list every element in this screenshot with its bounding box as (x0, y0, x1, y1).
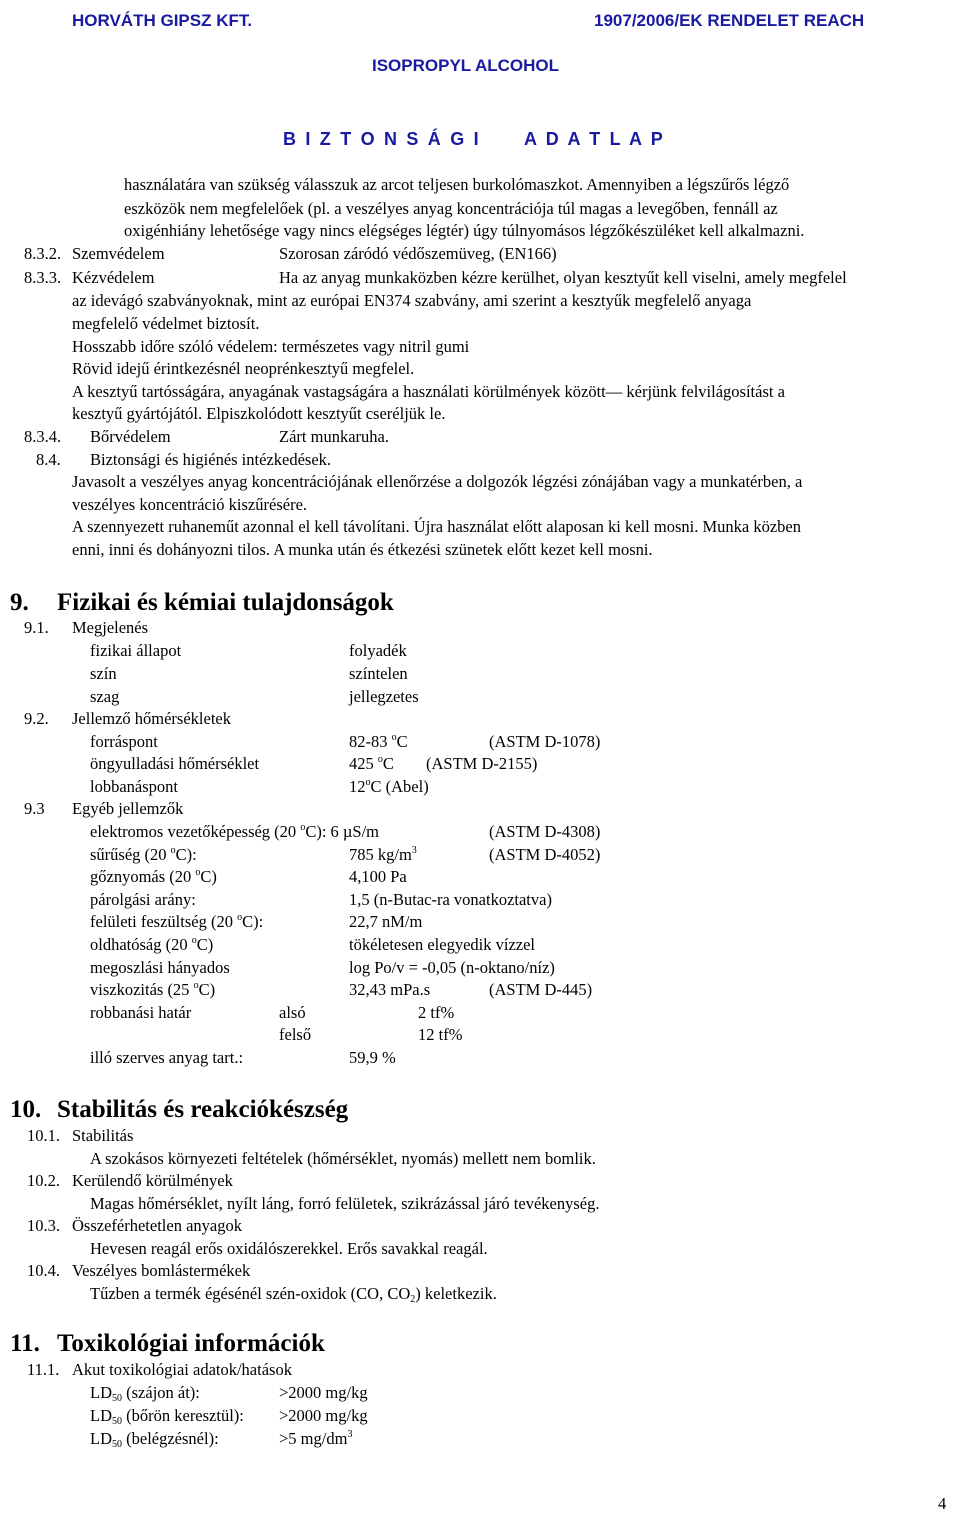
paragraph-line: az idevágó szabványoknak, mint az európai EN374 szabvány, ami szerint a kesztyűk megfelelő anyaga (72, 291, 752, 310)
property-label: sűrűség (20 $^o$C): (90, 845, 197, 864)
property-value: tökéletesen elegyedik vízzel (349, 935, 535, 954)
ld50-value: >2000 mg/kg (279, 1406, 368, 1425)
section-label: Kézvédelem (72, 268, 155, 287)
property-method: (ASTM D-4052) (489, 845, 601, 864)
property-label: fizikai állapot (90, 641, 182, 660)
section-number: 8.3.2. (24, 244, 62, 263)
property-value: folyadék (349, 641, 407, 660)
section-heading-number: 10. (10, 1096, 42, 1123)
section-number: 8.3.3. (24, 268, 62, 287)
subsection-number: 9.1. (24, 618, 49, 637)
property-label: párolgási arány: (90, 890, 196, 909)
property-label: öngyulladási hőmérséklet (90, 754, 260, 773)
page-number: 4 (938, 1494, 947, 1513)
property-label: illó szerves anyag tart.: (90, 1048, 244, 1067)
section-label: Szemvédelem (72, 244, 165, 263)
subsection-number: 10.4. (27, 1261, 60, 1280)
paragraph-line: enni, inni és dohányozni tilos. A munka után és étkezési szünetek előtt kezet kell mosni. (72, 540, 653, 559)
subsection-text: Tűzben a termék égésénél szén-oxidok (CO, $CO_2$) keletkezik. (90, 1284, 497, 1305)
paragraph-line: A kesztyű tartósságára, anyagának vastagságára a használati körülmények között— kérjünk felvilágosítást a (72, 382, 785, 401)
property-value: 32,43 mPa.s (349, 980, 431, 999)
ld50-label: $LD_{50}$ (bőrön keresztül): (90, 1406, 244, 1427)
intro-line: használatára van szükség válasszuk az arcot teljesen burkolómaszkot. Amennyiben a légszűrős légző (124, 175, 790, 194)
paragraph-line: Hosszabb időre szóló védelem: természetes vagy nitril gumi (72, 337, 470, 356)
ld50-value: >2000 mg/kg (279, 1383, 368, 1402)
section-heading: Fizikai és kémiai tulajdonságok (57, 589, 394, 616)
product-name: ISOPROPYL ALCOHOL (372, 56, 560, 75)
property-label: elektromos vezetőképesség (20 $^o$C): 6 µS/m (90, 822, 379, 841)
section-label: Biztonsági és higiénés intézkedések. (90, 450, 332, 469)
section-number: 8.4. (36, 450, 61, 469)
property-label: megoszlási hányados (90, 958, 230, 977)
explosion-lower-value: 2 tf% (418, 1003, 455, 1022)
property-label: gőznyomás (20 $^o$C) (90, 867, 217, 886)
property-method: (ASTM D-2155) (426, 754, 538, 773)
subsection-text: A szokásos környezeti feltételek (hőmérséklet, nyomás) mellett nem bomlik. (90, 1149, 596, 1168)
subsection-label: Kerülendő körülmények (72, 1171, 233, 1190)
explosion-upper-value: 12 tf% (418, 1025, 463, 1044)
paragraph-line: Rövid idejű érintkezésnél neoprénkesztyű megfelel. (72, 359, 415, 378)
property-value: 12$^o$C (Abel) (349, 777, 429, 796)
paragraph-line: kesztyű gyártójától. Elpiszkolódott kesztyűt cseréljük le. (72, 404, 446, 423)
property-label: oldhatóság (20 $^o$C) (90, 935, 214, 954)
subsection-text: Hevesen reagál erős oxidálószerekkel. Erős savakkal reagál. (90, 1239, 488, 1258)
doc-title-part2: A D A T L A P (524, 129, 665, 149)
property-value: 785 $kg/m^3$ (349, 845, 417, 864)
property-method: (ASTM D-4308) (489, 822, 601, 841)
subsection-label: Megjelenés (72, 618, 149, 637)
paragraph-line: Javasolt a veszélyes anyag koncentrációjának ellenőrzése a dolgozók légzési zónájában vagy a munkatérben, a (72, 472, 803, 491)
property-label: felületi feszültség (20 $^o$C): (90, 912, 264, 931)
intro-line: oxigénhiány lehetősége vagy nincs elégséges légtér) úgy túlnyomásos légzőkészüléket kell alkalmazni. (124, 221, 805, 240)
company-name: HORVÁTH GIPSZ KFT. (72, 11, 253, 30)
subsection-label: Veszélyes bomlástermékek (72, 1261, 251, 1280)
property-value: 82-83 $^o$C (349, 732, 408, 751)
subsection-number: 9.3 (24, 799, 45, 818)
section-heading: Stabilitás és reakciókészség (57, 1096, 349, 1123)
subsection-label: Egyéb jellemzők (72, 799, 184, 818)
property-label: viszkozitás (25 $^o$C) (90, 980, 216, 999)
property-value: 1,5 (n-Butac-ra vonatkoztatva) (349, 890, 552, 909)
property-value: színtelen (349, 664, 408, 683)
paragraph-line: A szennyezett ruhaneműt azonnal el kell távolítani. Újra használat előtt alaposan ki kell mosni. Munka közben (72, 517, 801, 536)
subsection-number: 10.1. (27, 1126, 60, 1145)
property-value: 22,7 nM/m (349, 912, 423, 931)
paragraph-line: veszélyes koncentráció kiszűrésére. (72, 495, 308, 514)
paragraph-line: megfelelő védelmet biztosít. (72, 314, 260, 333)
property-label: szín (90, 664, 117, 683)
property-value: 425 $^o$C (349, 754, 394, 773)
section-heading-number: 11. (10, 1330, 40, 1357)
section-value: Zárt munkaruha. (279, 427, 389, 446)
subsection-number: 9.2. (24, 709, 49, 728)
ld50-label: $LD_{50}$ (belégzésnél): (90, 1429, 219, 1450)
property-label: forráspont (90, 732, 158, 751)
property-value: 4,100 Pa (349, 867, 407, 886)
property-value: jellegzetes (349, 687, 419, 706)
ld50-label: $LD_{50}$ (szájon át): (90, 1383, 200, 1404)
property-method: (ASTM D-1078) (489, 732, 601, 751)
subsection-number: 10.2. (27, 1171, 60, 1190)
property-label: szag (90, 687, 120, 706)
paragraph-line: Ha az anyag munkaközben kézre kerülhet, olyan kesztyűt kell viselni, amely megfelel (279, 268, 847, 287)
doc-title-part1: B I Z T O N S Á G I (283, 129, 481, 149)
section-number: 8.3.4. (24, 427, 62, 446)
property-label: robbanási határ (90, 1003, 192, 1022)
intro-line: eszközök nem megfelelőek (pl. a veszélyes anyag koncentrációja túl magas a levegőben, fennáll az (124, 199, 778, 218)
explosion-lower-label: alsó (279, 1003, 306, 1022)
property-method: (ASTM D-445) (489, 980, 593, 999)
subsection-text: Magas hőmérséklet, nyílt láng, forró felületek, szikrázással járó tevékenység. (90, 1194, 600, 1213)
section-label: Bőrvédelem (90, 427, 171, 446)
section-heading: Toxikológiai információk (57, 1330, 325, 1357)
subsection-label: Stabilitás (72, 1126, 134, 1145)
subsection-label: Jellemző hőmérsékletek (72, 709, 231, 728)
section-value: Szorosan záródó védőszemüveg, (EN166) (279, 244, 557, 263)
section-heading-number: 9. (10, 589, 29, 616)
property-value: log Po/v = -0,05 (n-oktano/níz) (349, 958, 555, 977)
ld50-value: >5 $mg/dm^3$ (279, 1429, 353, 1448)
property-value: 59,9 % (349, 1048, 396, 1067)
subsection-label: Összeférhetetlen anyagok (72, 1216, 242, 1235)
property-label: lobbanáspont (90, 777, 178, 796)
subsection-label: Akut toxikológiai adatok/hatások (72, 1360, 292, 1379)
explosion-upper-label: felső (279, 1025, 312, 1044)
subsection-number: 10.3. (27, 1216, 60, 1235)
regulation-label: 1907/2006/EK RENDELET REACH (594, 11, 865, 30)
subsection-number: 11.1. (27, 1360, 60, 1379)
